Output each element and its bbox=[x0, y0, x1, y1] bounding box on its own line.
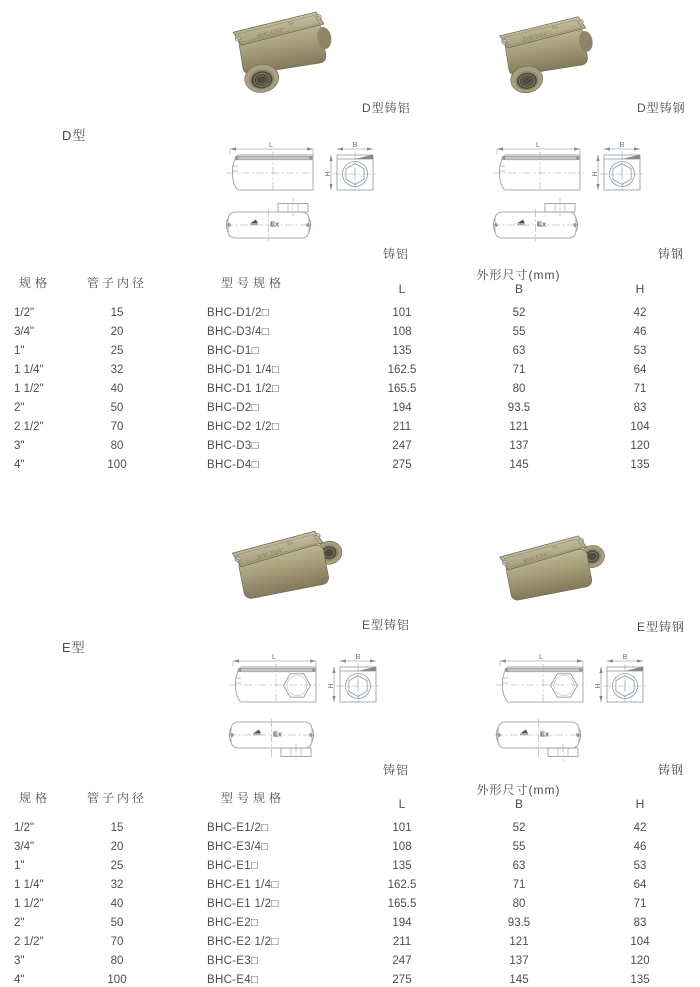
dim-l-cell: 247 bbox=[392, 954, 412, 967]
table-row bbox=[0, 932, 700, 951]
spec-cell: 4" bbox=[14, 458, 25, 471]
model-cell: BHC-D3/4□ bbox=[207, 325, 270, 338]
dim-h-cell: 42 bbox=[633, 821, 647, 834]
table-row bbox=[0, 837, 700, 856]
model-cell: BHC-E3□ bbox=[207, 954, 259, 967]
dim-b-cell: 71 bbox=[512, 363, 526, 376]
table-row bbox=[0, 455, 700, 474]
product-photo-d-aluminum bbox=[225, 5, 337, 101]
dim-h-cell: 83 bbox=[633, 401, 647, 414]
dim-b-cell: 55 bbox=[512, 325, 526, 338]
dim-l-cell: 165.5 bbox=[387, 382, 417, 395]
dim-l-cell: 101 bbox=[392, 821, 412, 834]
col-header-spec: 规格 bbox=[19, 275, 52, 290]
col-header-model: 型号规格 bbox=[221, 275, 286, 290]
pipe-id-cell: 32 bbox=[110, 878, 124, 891]
dim-l-cell: 108 bbox=[392, 840, 412, 853]
dim-b-cell: 52 bbox=[512, 821, 526, 834]
product-photo-e-aluminum bbox=[230, 525, 346, 615]
dim-l-cell: 247 bbox=[392, 439, 412, 452]
model-cell: BHC-D2 1/2□ bbox=[207, 420, 280, 433]
model-cell: BHC-E1/2□ bbox=[207, 821, 269, 834]
pipe-id-cell: 100 bbox=[107, 458, 127, 471]
spec-cell: 3" bbox=[14, 439, 25, 452]
dim-l-cell: 275 bbox=[392, 458, 412, 471]
table-rows bbox=[0, 818, 700, 987]
table-header bbox=[0, 781, 700, 813]
model-cell: BHC-D4□ bbox=[207, 458, 259, 471]
model-cell: BHC-E1 1/4□ bbox=[207, 878, 279, 891]
spec-cell: 2" bbox=[14, 401, 25, 414]
table-row bbox=[0, 379, 700, 398]
spec-cell: 2 1/2" bbox=[14, 935, 44, 948]
pipe-id-cell: 80 bbox=[110, 954, 124, 967]
dim-h-cell: 46 bbox=[633, 325, 647, 338]
spec-cell: 2 1/2" bbox=[14, 420, 44, 433]
pipe-id-cell: 50 bbox=[110, 401, 124, 414]
material-label-aluminum: 铸铝 bbox=[383, 763, 410, 777]
model-cell: BHC-E4□ bbox=[207, 973, 259, 986]
type-label: E型 bbox=[62, 640, 86, 655]
dim-b-cell: 63 bbox=[512, 344, 526, 357]
dim-b-cell: 145 bbox=[509, 973, 529, 986]
spec-cell: 1 1/4" bbox=[14, 878, 44, 891]
photo-caption-left: D型铸铝 bbox=[362, 101, 411, 115]
spec-cell: 1 1/2" bbox=[14, 382, 44, 395]
col-header-h: H bbox=[635, 282, 645, 296]
spec-cell: 4" bbox=[14, 973, 25, 986]
dim-b-cell: 93.5 bbox=[507, 916, 531, 929]
dimension-drawing-e-steel bbox=[495, 652, 675, 764]
col-header-dimensions: 外形尺寸(mm) bbox=[476, 783, 561, 797]
col-header-model: 型号规格 bbox=[221, 790, 286, 805]
dim-h-cell: 71 bbox=[633, 382, 647, 395]
dim-l-cell: 211 bbox=[392, 935, 412, 948]
model-cell: BHC-D1 1/4□ bbox=[207, 363, 280, 376]
spec-cell: 1" bbox=[14, 344, 25, 357]
col-header-l: L bbox=[398, 282, 406, 296]
dim-b-cell: 80 bbox=[512, 382, 526, 395]
table-row bbox=[0, 894, 700, 913]
spec-cell: 3/4" bbox=[14, 325, 35, 338]
model-cell: BHC-D1 1/2□ bbox=[207, 382, 280, 395]
material-label-aluminum: 铸铝 bbox=[383, 247, 410, 261]
material-label-steel: 铸钢 bbox=[658, 247, 685, 261]
dim-h-cell: 53 bbox=[633, 859, 647, 872]
dim-b-cell: 121 bbox=[509, 935, 529, 948]
model-cell: BHC-E2□ bbox=[207, 916, 259, 929]
pipe-id-cell: 32 bbox=[110, 363, 124, 376]
pipe-id-cell: 70 bbox=[110, 420, 124, 433]
table-row bbox=[0, 436, 700, 455]
pipe-id-cell: 20 bbox=[110, 325, 124, 338]
dim-h-cell: 104 bbox=[630, 935, 650, 948]
dim-h-cell: 53 bbox=[633, 344, 647, 357]
dim-l-cell: 101 bbox=[392, 306, 412, 319]
spec-cell: 2" bbox=[14, 916, 25, 929]
model-cell: BHC-D1/2□ bbox=[207, 306, 270, 319]
table-row bbox=[0, 360, 700, 379]
photo-caption-right: E型铸钢 bbox=[637, 620, 686, 634]
table-row bbox=[0, 818, 700, 837]
spec-cell: 1" bbox=[14, 859, 25, 872]
spec-cell: 1 1/2" bbox=[14, 897, 44, 910]
col-header-b: B bbox=[514, 797, 523, 811]
spec-table-e bbox=[0, 781, 700, 987]
table-row bbox=[0, 417, 700, 436]
table-row bbox=[0, 875, 700, 894]
dim-l-cell: 211 bbox=[392, 420, 412, 433]
model-cell: BHC-D3□ bbox=[207, 439, 259, 452]
pipe-id-cell: 100 bbox=[107, 973, 127, 986]
model-cell: BHC-D1□ bbox=[207, 344, 259, 357]
pipe-id-cell: 40 bbox=[110, 897, 124, 910]
model-cell: BHC-E1 1/2□ bbox=[207, 897, 279, 910]
pipe-id-cell: 25 bbox=[110, 344, 124, 357]
pipe-id-cell: 70 bbox=[110, 935, 124, 948]
dim-h-cell: 104 bbox=[630, 420, 650, 433]
dim-h-cell: 135 bbox=[630, 973, 650, 986]
section-e-type bbox=[0, 515, 700, 987]
spec-cell: 1 1/4" bbox=[14, 363, 44, 376]
spec-cell: 3" bbox=[14, 954, 25, 967]
product-photo-d-steel bbox=[492, 10, 598, 101]
dim-b-cell: 71 bbox=[512, 878, 526, 891]
spec-cell: 1/2" bbox=[14, 306, 35, 319]
dim-l-cell: 108 bbox=[392, 325, 412, 338]
spec-cell: 3/4" bbox=[14, 840, 35, 853]
col-header-l: L bbox=[398, 797, 406, 811]
col-header-b: B bbox=[514, 282, 523, 296]
dim-h-cell: 64 bbox=[633, 878, 647, 891]
spec-table-d bbox=[0, 266, 700, 474]
table-rows bbox=[0, 303, 700, 474]
dim-h-cell: 135 bbox=[630, 458, 650, 471]
type-label: D型 bbox=[62, 128, 87, 143]
pipe-id-cell: 15 bbox=[110, 306, 124, 319]
dim-b-cell: 63 bbox=[512, 859, 526, 872]
dim-b-cell: 93.5 bbox=[507, 401, 531, 414]
dim-b-cell: 137 bbox=[509, 954, 529, 967]
dim-l-cell: 275 bbox=[392, 973, 412, 986]
dim-l-cell: 135 bbox=[392, 344, 412, 357]
col-header-h: H bbox=[635, 797, 645, 811]
dim-h-cell: 42 bbox=[633, 306, 647, 319]
spec-cell: 1/2" bbox=[14, 821, 35, 834]
table-row bbox=[0, 341, 700, 360]
table-header bbox=[0, 266, 700, 298]
pipe-id-cell: 25 bbox=[110, 859, 124, 872]
table-row bbox=[0, 398, 700, 417]
material-label-steel: 铸钢 bbox=[658, 763, 685, 777]
table-row bbox=[0, 303, 700, 322]
pipe-id-cell: 50 bbox=[110, 916, 124, 929]
dim-h-cell: 120 bbox=[630, 439, 650, 452]
pipe-id-cell: 40 bbox=[110, 382, 124, 395]
dim-b-cell: 52 bbox=[512, 306, 526, 319]
pipe-id-cell: 15 bbox=[110, 821, 124, 834]
dim-h-cell: 83 bbox=[633, 916, 647, 929]
col-header-dimensions: 外形尺寸(mm) bbox=[476, 268, 561, 282]
dim-b-cell: 55 bbox=[512, 840, 526, 853]
table-row bbox=[0, 951, 700, 970]
dimension-drawing-d-aluminum bbox=[225, 140, 405, 252]
dim-b-cell: 80 bbox=[512, 897, 526, 910]
table-row bbox=[0, 856, 700, 875]
product-photo-e-steel bbox=[497, 530, 609, 616]
dim-l-cell: 165.5 bbox=[387, 897, 417, 910]
dimension-drawing-e-aluminum bbox=[228, 652, 408, 764]
dim-l-cell: 162.5 bbox=[387, 363, 417, 376]
photo-caption-right: D型铸钢 bbox=[637, 101, 686, 115]
model-cell: BHC-D2□ bbox=[207, 401, 259, 414]
col-header-pipe-id: 管子内径 bbox=[86, 790, 147, 805]
photo-caption-left: E型铸铝 bbox=[362, 618, 411, 632]
dim-h-cell: 71 bbox=[633, 897, 647, 910]
model-cell: BHC-E3/4□ bbox=[207, 840, 269, 853]
pipe-id-cell: 80 bbox=[110, 439, 124, 452]
model-cell: BHC-E1□ bbox=[207, 859, 259, 872]
dim-l-cell: 162.5 bbox=[387, 878, 417, 891]
dim-l-cell: 194 bbox=[392, 916, 412, 929]
dimension-drawing-d-steel bbox=[492, 140, 672, 252]
table-row bbox=[0, 970, 700, 987]
table-row bbox=[0, 322, 700, 341]
dim-l-cell: 194 bbox=[392, 401, 412, 414]
model-cell: BHC-E2 1/2□ bbox=[207, 935, 279, 948]
table-row bbox=[0, 913, 700, 932]
dim-b-cell: 121 bbox=[509, 420, 529, 433]
dim-h-cell: 46 bbox=[633, 840, 647, 853]
pipe-id-cell: 20 bbox=[110, 840, 124, 853]
dim-h-cell: 120 bbox=[630, 954, 650, 967]
dim-l-cell: 135 bbox=[392, 859, 412, 872]
col-header-spec: 规格 bbox=[19, 790, 52, 805]
dim-b-cell: 145 bbox=[509, 458, 529, 471]
col-header-pipe-id: 管子内径 bbox=[86, 275, 147, 290]
dim-b-cell: 137 bbox=[509, 439, 529, 452]
dim-h-cell: 64 bbox=[633, 363, 647, 376]
